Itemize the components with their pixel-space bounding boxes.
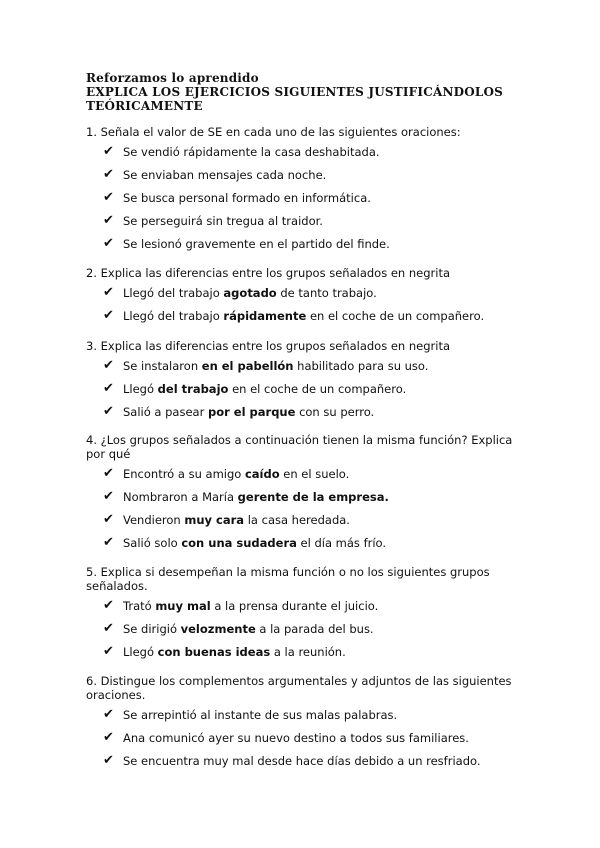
checkmark-icon: ✔: [103, 144, 114, 159]
checkmark-icon: ✔: [103, 535, 114, 550]
checkmark-icon: ✔: [103, 190, 114, 205]
checkmark-icon: ✔: [103, 404, 114, 419]
list-item: ✔ Llegó del trabajo en el coche de un compañero.: [103, 381, 407, 396]
item-text: Se busca personal formado en informática.: [123, 191, 371, 205]
list-item: ✔ Vendieron muy cara la casa heredada.: [103, 512, 350, 527]
checkmark-icon: ✔: [103, 466, 114, 481]
checkmark-icon: ✔: [103, 167, 114, 182]
list-item: [86, 168, 526, 191]
item-text: Ana comunicó ayer su nuevo destino a todos sus familiares.: [123, 731, 469, 745]
item-text: Se encuentra muy mal desde hace días debido a un resfriado.: [123, 754, 481, 768]
item-text: Se vendió rápidamente la casa deshabitada.: [123, 145, 380, 159]
checkmark-icon: ✔: [103, 598, 114, 613]
list-item: ✔ Encontró a su amigo caído en el suelo.: [103, 466, 350, 481]
checkmark-icon: ✔: [103, 236, 114, 251]
question-text: 3. Explica las diferencias entre los grupos señalados en negrita: [86, 339, 451, 353]
question-items: [86, 467, 526, 559]
list-item: ✔ Llegó del trabajo rápidamente en el coche de un compañero.: [103, 308, 485, 323]
list-item: [86, 237, 526, 260]
checkmark-icon: ✔: [103, 308, 114, 323]
item-text: Se perseguirá sin tregua al traidor.: [123, 214, 323, 228]
question-text: 6. Distingue los complementos argumentales y adjuntos de las siguientes oraciones.: [86, 674, 512, 702]
item-text: Se arrepintió al instante de sus malas palabras.: [123, 708, 398, 722]
list-item: ✔ Se dirigió velozmente a la parada del bus.: [103, 621, 374, 636]
item-text: Se lesionó gravemente en el partido del finde.: [123, 237, 390, 251]
document-header: [86, 71, 503, 113]
question-text: 4. ¿Los grupos señalados a continuación tienen la misma función? Explica por qué: [86, 433, 513, 461]
list-item: ✔ Llegó del trabajo agotado de tanto trabajo.: [103, 285, 377, 300]
question-1: [86, 125, 526, 260]
list-item: [86, 754, 526, 777]
list-item: ✔ Llegó con buenas ideas a la reunión.: [103, 644, 346, 659]
list-item: ✔ Se instalaron en el pabellón habilitado para su uso.: [103, 358, 429, 373]
checkmark-icon: ✔: [103, 512, 114, 527]
list-item: [86, 731, 526, 754]
list-item: [86, 191, 526, 214]
list-item: [86, 214, 526, 237]
header-title-line-2: TEÓRICAMENTE: [86, 99, 203, 113]
question-text: 1. Señala el valor de SE en cada uno de las siguientes oraciones:: [86, 125, 461, 139]
header-title-line-1: EXPLICA LOS EJERCICIOS SIGUIENTES JUSTIFICÁNDOLOS: [86, 85, 504, 99]
question-items: [86, 708, 526, 777]
checkmark-icon: ✔: [103, 213, 114, 228]
question-text: 2. Explica las diferencias entre los grupos señalados en negrita: [86, 266, 451, 280]
list-item: ✔ Trató muy mal a la prensa durante el juicio.: [103, 598, 379, 613]
header-subtitle: Reforzamos lo aprendido: [86, 71, 259, 85]
checkmark-icon: ✔: [103, 381, 114, 396]
checkmark-icon: ✔: [103, 489, 114, 504]
list-item: ✔ Nombraron a María gerente de la empresa.: [103, 489, 389, 504]
list-item: ✔ Salió a pasear por el parque con su perro.: [103, 404, 375, 419]
checkmark-icon: ✔: [103, 730, 114, 745]
item-text: Se enviaban mensajes cada noche.: [123, 168, 327, 182]
list-item: [86, 708, 526, 731]
question-items: [86, 145, 526, 260]
question-3: [86, 339, 526, 428]
question-4: [86, 433, 526, 559]
checkmark-icon: ✔: [103, 621, 114, 636]
question-5: [86, 565, 526, 668]
question-items: [86, 286, 526, 332]
list-item: [86, 145, 526, 168]
checkmark-icon: ✔: [103, 644, 114, 659]
question-6: [86, 674, 526, 777]
question-text: 5. Explica si desempeñan la misma función o no los siguientes grupos señalados.: [86, 565, 490, 593]
question-2: [86, 266, 526, 332]
question-items: [86, 599, 526, 668]
list-item: ✔ Salió solo con una sudadera el día más frío.: [103, 535, 387, 550]
question-items: [86, 359, 526, 428]
checkmark-icon: ✔: [103, 753, 114, 768]
checkmark-icon: ✔: [103, 358, 114, 373]
checkmark-icon: ✔: [103, 285, 114, 300]
checkmark-icon: ✔: [103, 707, 114, 722]
